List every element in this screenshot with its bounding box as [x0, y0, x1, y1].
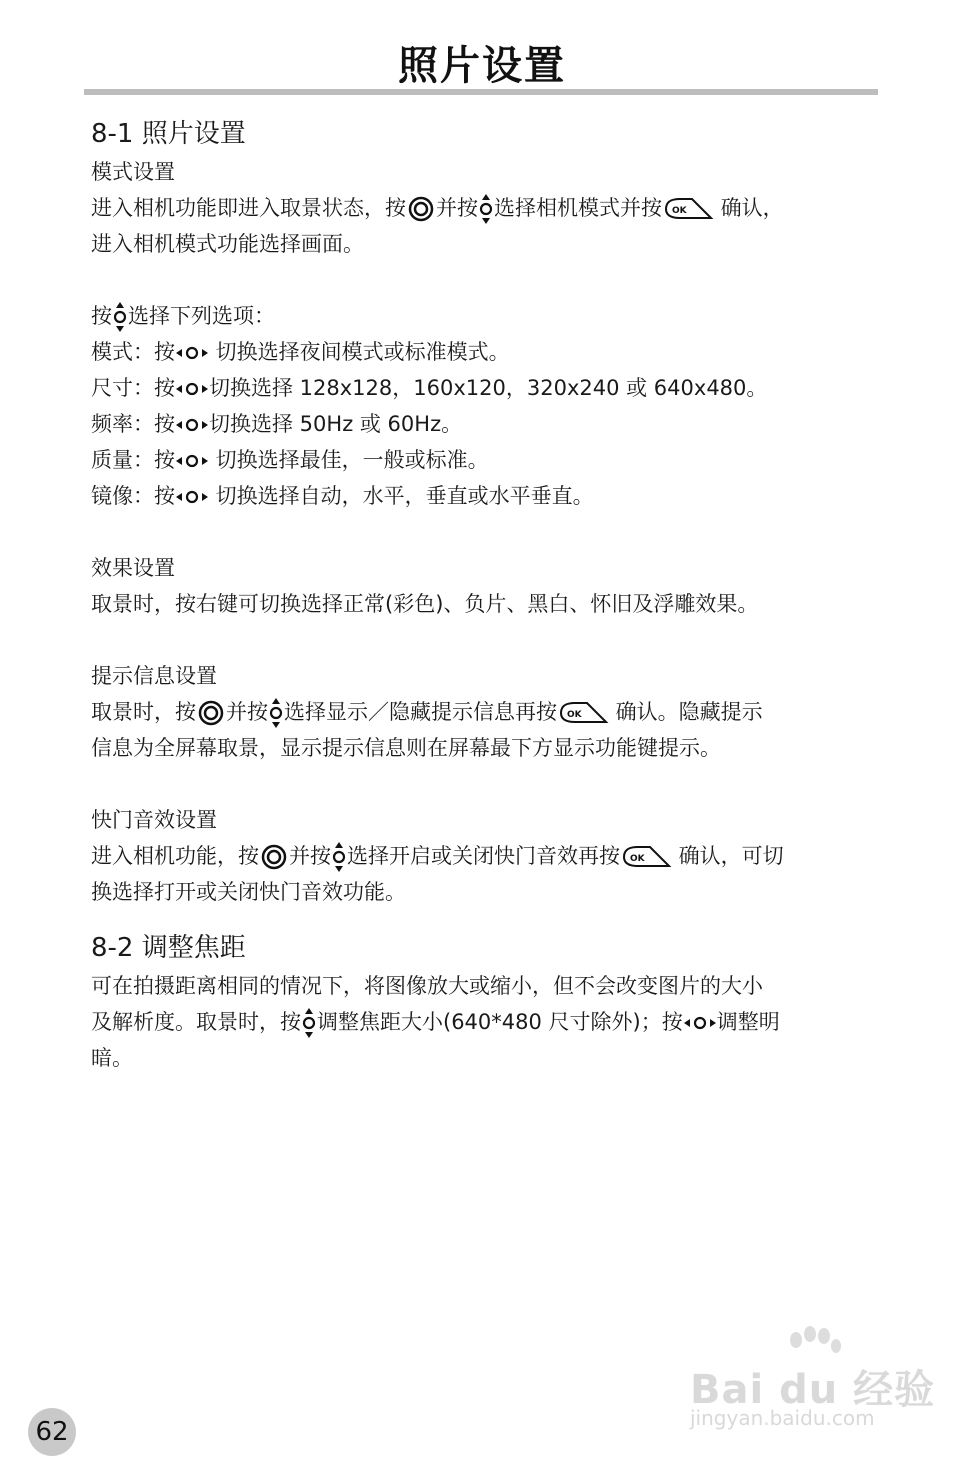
text-run: 确认， [714, 196, 784, 220]
title-divider [84, 89, 878, 95]
shutter-sound-heading: 快门音效设置 [91, 808, 217, 832]
left-right-nav-icon [175, 345, 209, 361]
text-run: 调整焦距大小(640*480 尺寸除外)；按 [317, 1010, 683, 1034]
shutter-paragraph-line2: 换选择打开或关闭快门音效功能。 [91, 880, 406, 904]
up-down-nav-icon [478, 193, 494, 225]
text-run: 质量：按 [91, 448, 175, 472]
text-run: 按 [91, 304, 112, 328]
effect-paragraph: 取景时，按右键可切换选择正常(彩色)、负片、黑白、怀旧及浮雕效果。 [91, 592, 759, 616]
paw-logo-icon [782, 1326, 842, 1362]
svg-text:OK: OK [567, 710, 582, 720]
text-run: 频率：按 [91, 412, 175, 436]
text-run: 镜像：按 [91, 484, 175, 508]
info-settings-heading: 提示信息设置 [91, 664, 217, 688]
text-run: 确认。隐藏提示 [609, 700, 763, 724]
mode-settings-heading: 模式设置 [91, 160, 175, 184]
watermark-brand: Bai du 经验 [690, 1367, 936, 1413]
mode-paragraph-line1 [91, 190, 891, 226]
info-paragraph-line1 [91, 694, 891, 730]
options-intro [91, 298, 891, 334]
spacer [91, 766, 891, 802]
left-right-nav-icon [175, 489, 209, 505]
left-right-nav-icon [683, 1015, 717, 1031]
text-run: 进入相机功能，按 [91, 844, 259, 868]
text-run: 尺寸：按 [91, 376, 175, 400]
option-mode [91, 334, 891, 370]
up-down-nav-icon [301, 1007, 317, 1039]
option-frequency [91, 406, 891, 442]
ok-key-icon [662, 196, 714, 222]
zoom-paragraph-line3: 暗。 [91, 1046, 133, 1070]
text-run: 确认，可切 [672, 844, 784, 868]
left-right-nav-icon [175, 417, 209, 433]
option-size [91, 370, 891, 406]
text-run: 切换选择 128x128，160x120，320x240 或 640x480。 [209, 376, 768, 400]
text-run: 取景时，按 [91, 700, 196, 724]
menu-ring-icon [406, 196, 436, 222]
text-run: 并按 [436, 196, 478, 220]
text-run: 选择下列选项： [128, 304, 275, 328]
watermark-url: jingyan.baidu.com [690, 1406, 875, 1430]
menu-ring-icon [259, 844, 289, 870]
text-run: 调整明 [716, 1010, 780, 1034]
left-right-nav-icon [175, 453, 209, 469]
baidu-watermark [690, 1330, 936, 1440]
zoom-paragraph-line2 [91, 1004, 891, 1040]
option-mirror [91, 478, 891, 514]
page-title: 照片设置 [398, 43, 566, 89]
left-right-nav-icon [175, 381, 209, 397]
zoom-paragraph-line1: 可在拍摄距离相同的情况下，将图像放大或缩小，但不会改变图片的大小 [91, 974, 763, 998]
ok-key-icon [620, 844, 672, 870]
text-run: 选择显示／隐藏提示信息再按 [284, 700, 557, 724]
up-down-nav-icon [112, 301, 128, 333]
text-run: 选择开启或关闭快门音效再按 [347, 844, 620, 868]
section-heading-8-1: 8-1 照片设置 [91, 119, 246, 149]
text-run: 切换选择 50Hz 或 60Hz。 [209, 412, 463, 436]
manual-content [91, 110, 891, 1076]
text-run: 模式：按 [91, 340, 175, 364]
text-run: 及解析度。取景时，按 [91, 1010, 301, 1034]
text-run: 切换选择最佳，一般或标准。 [209, 448, 489, 472]
text-run: 选择相机模式并按 [494, 196, 662, 220]
text-run: 进入相机功能即进入取景状态，按 [91, 196, 406, 220]
ok-key-icon [557, 700, 609, 726]
info-paragraph-line2: 信息为全屏幕取景，显示提示信息则在屏幕最下方显示功能键提示。 [91, 736, 721, 760]
shutter-paragraph-line1 [91, 838, 891, 874]
text-run: 切换选择自动，水平，垂直或水平垂直。 [209, 484, 594, 508]
spacer [91, 514, 891, 550]
section-heading-8-2: 8-2 调整焦距 [91, 933, 246, 963]
option-quality [91, 442, 891, 478]
spacer [91, 910, 891, 924]
mode-paragraph-line2: 进入相机模式功能选择画面。 [91, 232, 364, 256]
menu-ring-icon [196, 700, 226, 726]
page-number: 62 [28, 1408, 76, 1456]
text-run: 并按 [289, 844, 331, 868]
effect-settings-heading: 效果设置 [91, 556, 175, 580]
up-down-nav-icon [268, 697, 284, 729]
spacer [91, 622, 891, 658]
text-run: 并按 [226, 700, 268, 724]
spacer [91, 262, 891, 298]
svg-text:OK: OK [630, 854, 645, 864]
up-down-nav-icon [331, 841, 347, 873]
svg-text:OK: OK [672, 206, 687, 216]
text-run: 切换选择夜间模式或标准模式。 [209, 340, 510, 364]
